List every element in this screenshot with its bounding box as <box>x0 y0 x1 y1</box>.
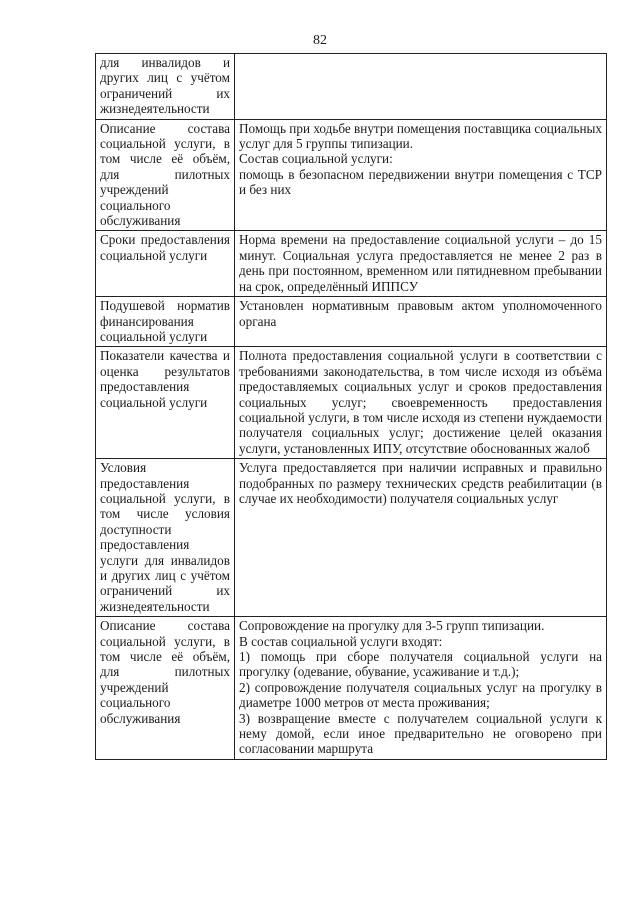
row-content <box>235 617 607 760</box>
content-paragraph: Помощь при ходьбе внутри помещения поставщика социальных услуг для 5 группы типизации. <box>239 120 602 152</box>
content-paragraph: Полнота предоставления социальной услуги в соответствии с требованиями законодательства, в том числе исходя из объёма предоставляемых социальных услуг и сроков предоставления социальных услуг; своевременность предоставления социальной услуги, в том числе исходя из степени нуждаемости получателя социальных услуг; достижение целей оказания услуги, установленных ИПУ, отсутствие обоснованных жалоб <box>239 348 602 456</box>
table-row <box>96 297 607 347</box>
table-row <box>96 347 607 459</box>
services-table <box>95 53 607 760</box>
row-content <box>235 231 607 297</box>
row-label: Условия предоставления социальной услуги, в том числе условия доступности предоставления услуги для инвалидов и других лиц с учётом ограничений их жизнедеятельности <box>96 459 235 617</box>
row-label: Подушевой норматив финансирования социальной услуги <box>96 297 235 347</box>
content-paragraph: помощь в безопасном передвижении внутри помещения с ТСР и без них <box>239 166 602 198</box>
row-label: для инвалидов и других лиц с учётом ограничений их жизнедеятельности <box>96 54 235 120</box>
content-paragraph: Норма времени на предоставление социальной услуги – до 15 минут. Социальная услуга предоставляется не менее 2 раз в день при постоянном, временном или пятидневном пребывании на срок, определённый ИППСУ <box>239 232 602 294</box>
table-row <box>96 459 607 617</box>
table-row <box>96 617 607 760</box>
content-paragraph: Состав социальной услуги: <box>239 151 393 167</box>
row-content <box>235 347 607 459</box>
row-label: Сроки предоставления социальной услуги <box>96 231 235 297</box>
page-number: 82 <box>313 33 327 48</box>
content-paragraph: Установлен нормативным правовым актом уполномоченного органа <box>239 298 602 329</box>
content-paragraph: 3) возвращение вместе с получателем социальной услуги к нему домой, если иное предварительно не оговорено при согласовании маршрута <box>239 710 602 757</box>
row-label: Описание состава социальной услуги, в том числе её объём, для пилотных учреждений социального обслуживания <box>96 617 235 760</box>
row-content <box>235 119 607 231</box>
content-paragraph: 1) помощь при сборе получателя социальной услуги на прогулку (одевание, обувание, усаживание и т.д.); <box>239 649 602 680</box>
row-content <box>235 54 607 120</box>
row-content <box>235 459 607 617</box>
content-paragraph: В состав социальной услуги входят: <box>239 633 443 649</box>
table-row <box>96 119 607 231</box>
table-row <box>96 54 607 120</box>
table-row <box>96 231 607 297</box>
row-label: Показатели качества и оценка результатов предоставления социальной услуги <box>96 347 235 459</box>
row-label: Описание состава социальной услуги, в том числе её объём, для пилотных учреждений социального обслуживания <box>96 119 235 231</box>
content-paragraph: 2) сопровождение получателя социальных услуг на прогулку в диаметре 1000 метров от места проживания; <box>239 679 602 711</box>
content-paragraph: Услуга предоставляется при наличии исправных и правильно подобранных по размеру технических средств реабилитации (в случае их необходимости) получателя социальных услуг <box>239 460 602 506</box>
row-content <box>235 297 607 347</box>
content-paragraph: Сопровождение на прогулку для 3-5 групп типизации. <box>239 618 545 634</box>
